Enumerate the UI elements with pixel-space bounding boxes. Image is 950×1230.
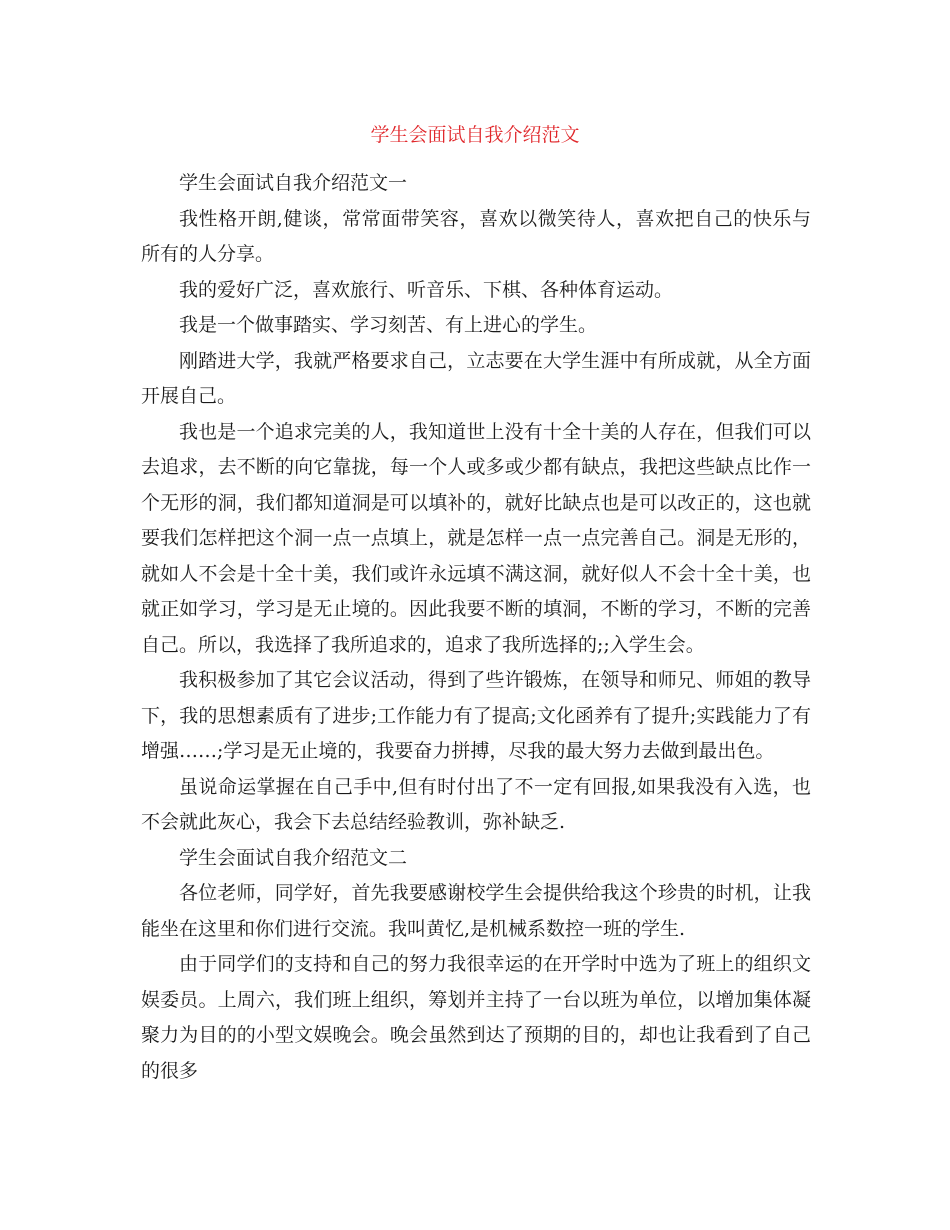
paragraph-activities: 我积极参加了其它会议活动，得到了些许锻炼，在领导和师兄、师姐的教导下，我的思想素质有了进步;工作能力有了提高;文化函养有了提升;实践能力了有增强……;学习是无止境的，我要奋力拼搏，尽我的最大努力去做到最出色。 <box>141 669 811 762</box>
paragraph-greeting: 各位老师，同学好，首先我要感谢校学生会提供给我这个珍贵的时机，让我能坐在这里和你们进行交流。我叫黄忆,是机械系数控一班的学生. <box>141 882 811 940</box>
paragraph-personality: 我性格开朗,健谈，常常面带笑容，喜欢以微笑待人，喜欢把自己的快乐与所有的人分享。 <box>141 207 811 265</box>
paragraph-university-start: 刚踏进大学，我就严格要求自己，立志要在大学生涯中有所成就，从全方面开展自己。 <box>141 349 811 407</box>
paragraph-fate: 虽说命运掌握在自己手中,但有时付出了不一定有回报,如果我没有入选，也不会就此灰心，我会下去总结经验教训，弥补缺乏. <box>141 775 811 833</box>
paragraph-perfection: 我也是一个追求完美的人，我知道世上没有十全十美的人存在，但我们可以去追求，去不断的向它靠拢，每一个人或多或少都有缺点，我把这些缺点比作一个无形的洞，我们都知道洞是可以填补的，就好比缺点也是可以改正的，这也就要我们怎样把这个洞一点一点填上，就是怎样一点一点完善自己。洞是无形的，就如人不会是十全十美，我们或许永远填不满这洞，就好似人不会十全十美，也就正如学习，学习是无止境的。因此我要不断的填洞，不断的学习，不断的完善自己。所以，我选择了我所追求的，追求了我所选择的;;入学生会。 <box>141 420 811 656</box>
heading-sample-one: 学生会面试自我介绍范文一 <box>179 172 408 194</box>
paragraph-hobbies: 我的爱好广泛，喜欢旅行、听音乐、下棋、各种体育运动。 <box>179 278 674 301</box>
paragraph-committee: 由于同学们的支持和自己的努力我很幸运的在开学时中选为了班上的组织文娱委员。上周六，我们班上组织，筹划并主持了一台以班为单位，以增加集体凝聚力为目的的小型文娱晚会。晚会虽然到达了预期的目的，却也让我看到了自己的很多 <box>141 953 811 1082</box>
document-title: 学生会面试自我介绍范文 <box>370 124 580 146</box>
document-body <box>141 166 811 1089</box>
heading-sample-two: 学生会面试自我介绍范文二 <box>179 846 408 869</box>
paragraph-character: 我是一个做事踏实、学习刻苦、有上进心的学生。 <box>179 314 598 336</box>
